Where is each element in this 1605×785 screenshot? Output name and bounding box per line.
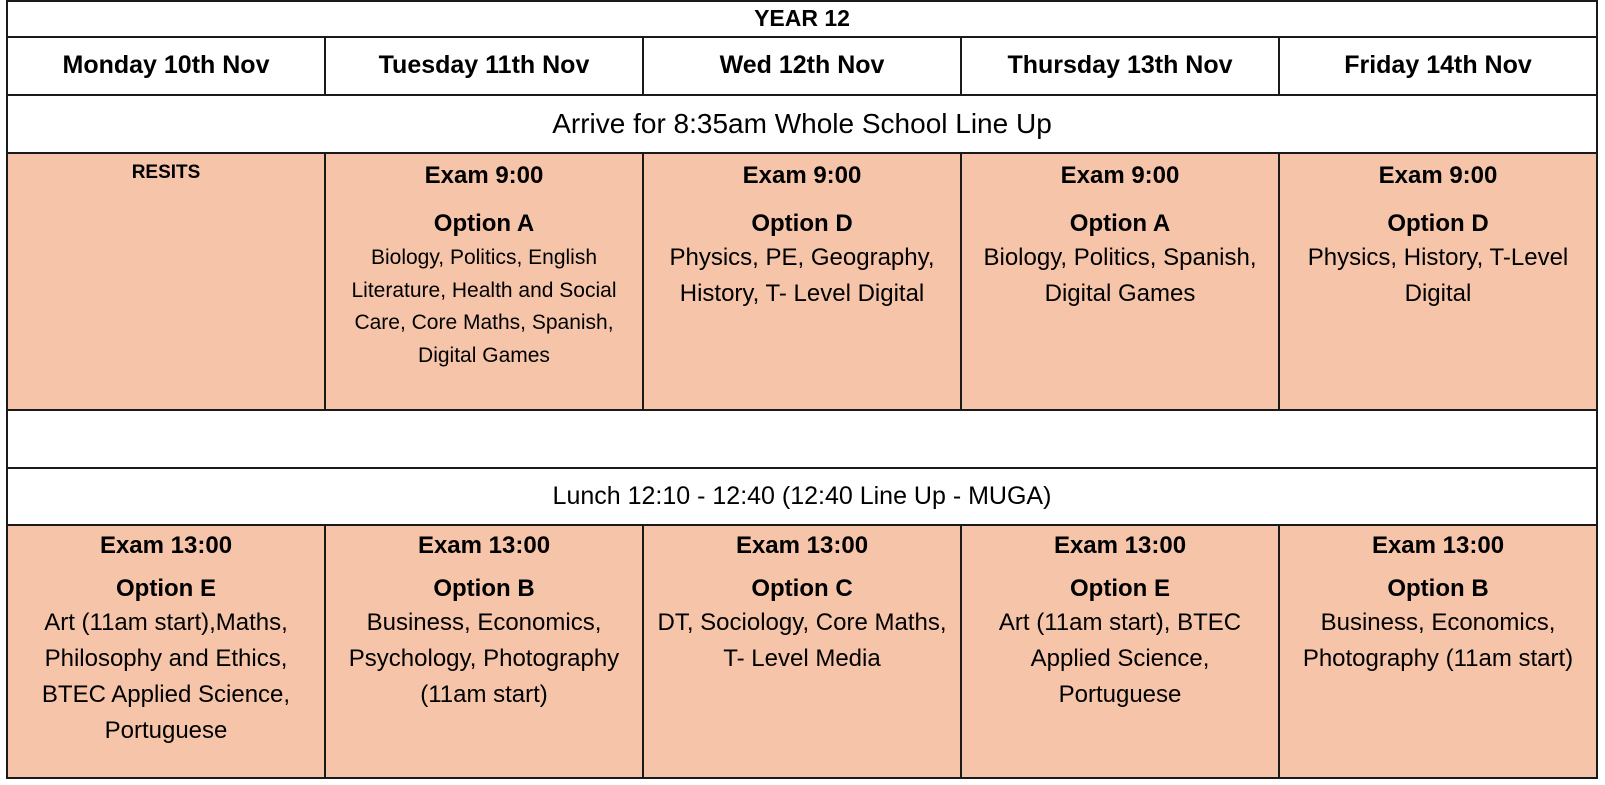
- morning-cell-monday: [7, 153, 325, 410]
- exam-option: Option B: [1387, 574, 1489, 602]
- afternoon-session-row: [7, 525, 1597, 778]
- exam-option: Option A: [433, 210, 535, 238]
- exam-subjects: Business, Economics, Psychology, Photography (11am start): [348, 608, 620, 708]
- exam-subjects: Biology, Politics, English Literature, Health and Social Care, Core Maths, Spanish, Digital Games: [351, 246, 617, 367]
- day-header-tuesday: Tuesday 11th Nov: [325, 37, 643, 95]
- exam-option: Option E: [1070, 574, 1170, 602]
- afternoon-cell-friday: [1279, 525, 1597, 778]
- day-header-friday: Friday 14th Nov: [1279, 37, 1597, 95]
- afternoon-cell-thursday: [961, 525, 1279, 778]
- exam-option: Option E: [116, 574, 216, 602]
- resits-label: RESITS: [131, 162, 201, 184]
- morning-cell-friday: [1279, 153, 1597, 410]
- blank-cell: [7, 410, 1597, 467]
- exam-option: Option D: [751, 210, 853, 238]
- exam-subjects: Physics, PE, Geography, History, T- Level Digital: [669, 244, 935, 308]
- exam-time: Exam 13:00: [1053, 531, 1187, 559]
- exam-subjects: DT, Sociology, Core Maths, T- Level Media: [657, 608, 947, 672]
- exam-option: Option A: [1069, 210, 1171, 238]
- exam-subjects: Art (11am start),Maths, Philosophy and Ethics, BTEC Applied Science, Portuguese: [41, 608, 291, 744]
- morning-cell-thursday: [961, 153, 1279, 410]
- exam-option: Option C: [751, 574, 853, 602]
- exam-time: Exam 13:00: [417, 531, 551, 559]
- exam-time: Exam 9:00: [742, 162, 862, 190]
- lunch-row: [7, 468, 1597, 525]
- exam-time: Exam 13:00: [1371, 531, 1505, 559]
- exam-option: Option D: [1387, 210, 1489, 238]
- afternoon-cell-monday: [7, 525, 325, 778]
- exam-time: Exam 9:00: [1060, 162, 1180, 190]
- afternoon-cell-tuesday: [325, 525, 643, 778]
- title-row: [7, 1, 1597, 37]
- arrival-row: [7, 95, 1597, 153]
- day-header-wednesday: Wed 12th Nov: [643, 37, 961, 95]
- afternoon-cell-wednesday: [643, 525, 961, 778]
- break-row: [7, 410, 1597, 467]
- exam-subjects: Business, Economics, Photography (11am start): [1302, 608, 1574, 672]
- arrival-banner: Arrive for 8:35am Whole School Line Up: [7, 95, 1597, 153]
- exam-subjects: Biology, Politics, Spanish, Digital Games: [983, 244, 1257, 308]
- exam-time: Exam 9:00: [424, 162, 544, 190]
- exam-time: Exam 13:00: [735, 531, 869, 559]
- exam-subjects: Art (11am start), BTEC Applied Science, Portuguese: [998, 608, 1242, 708]
- exam-subjects: Physics, History, T-Level Digital: [1307, 244, 1569, 308]
- day-header-thursday: Thursday 13th Nov: [961, 37, 1279, 95]
- day-header-row: [7, 37, 1597, 95]
- exam-option: Option B: [433, 574, 535, 602]
- morning-cell-tuesday: [325, 153, 643, 410]
- morning-session-row: [7, 153, 1597, 410]
- exam-time: Exam 13:00: [99, 531, 233, 559]
- exam-time: Exam 9:00: [1378, 162, 1498, 190]
- day-header-monday: Monday 10th Nov: [7, 37, 325, 95]
- morning-cell-wednesday: [643, 153, 961, 410]
- lunch-banner: Lunch 12:10 - 12:40 (12:40 Line Up - MUGA): [7, 468, 1597, 525]
- timetable-title: YEAR 12: [7, 1, 1597, 37]
- exam-timetable: [6, 0, 1598, 779]
